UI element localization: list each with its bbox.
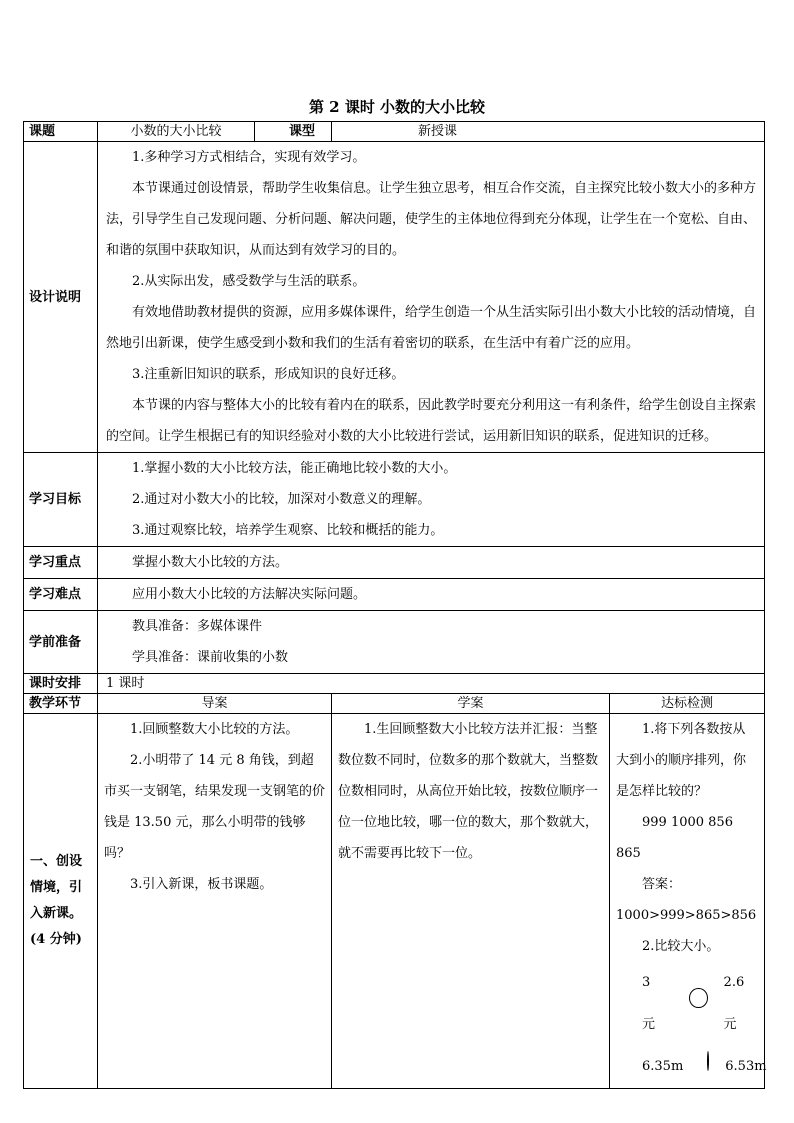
schedule-value: 1 课时 [98, 674, 765, 694]
guide-item: 2.小明带了 14 元 8 角钱，到超市买一支钢笔，结果发现一支钢笔的价钱是 13.50 元，那么小明带的钱够吗？ [104, 753, 326, 861]
schedule-label: 课时安排 [24, 674, 98, 694]
study-text: 1.生回顾整数大小比较方法并汇报：当整数位数不同时，位数多的那个数就大，当整数位数相同时，从高位开始比较，按数位顺序一位一位地比较，哪一位的数大，那个数就大，就不需要再比较下一位。 [338, 722, 599, 861]
guide-item: 3.引入新课，板书课题。 [130, 877, 273, 892]
row-process-header [24, 694, 765, 714]
preparation-item: 教具准备：多媒体课件 [132, 619, 263, 634]
compare-1-right: 2.6 元 [723, 975, 745, 1032]
compare-circle-2[interactable] [707, 1051, 709, 1071]
col-check-header: 达标检测 [610, 694, 765, 714]
guide-item: 1.回顾整数大小比较的方法。 [130, 722, 299, 737]
difficulty-label: 学习难点 [24, 579, 98, 611]
row-preparation [24, 611, 765, 674]
key-point-value: 掌握小数大小比较的方法。 [132, 555, 289, 570]
design-para: 2.从实际出发，感受数学与生活的联系。 [132, 274, 366, 289]
check-numbers: 999 1000 856 865 [616, 815, 733, 861]
type-value: 新授课 [332, 122, 765, 142]
process-label: 教学环节 [24, 694, 98, 714]
compare-row-1 [616, 962, 758, 1046]
col-guide-header: 导案 [98, 694, 332, 714]
row-design [24, 142, 765, 453]
difficulty-value: 应用小数大小比较的方法解决实际问题。 [132, 587, 367, 602]
compare-circle-1[interactable] [689, 988, 707, 1008]
key-point-label: 学习重点 [24, 547, 98, 579]
doc-title: 第 2 课时 小数的大小比较 [308, 98, 486, 116]
row-objectives [24, 453, 765, 547]
design-para: 本节课的内容与整体大小的比较有着内在的联系，因此教学时要充分利用这一有利条件，给学生创设自主探索的空间。让学生根据已有的知识经验对小数的大小比较进行尝试，运用新旧知识的联系，促进知识的迁移。 [106, 398, 757, 444]
row-topic [24, 122, 765, 142]
preparation-label: 学前准备 [24, 611, 98, 674]
compare-1-left: 3 元 [642, 975, 656, 1032]
row-key-point [24, 547, 765, 579]
compare-row-2 [616, 1046, 767, 1088]
objective-item: 1.掌握小数的大小比较方法，能正确地比较小数的大小。 [132, 461, 457, 476]
objectives-label: 学习目标 [24, 453, 98, 547]
col-study-header: 学案 [332, 694, 610, 714]
section-label: 一、创设情境，引入新课。(4 分钟) [24, 714, 98, 1089]
compare-2-right: 6.53m [725, 1059, 767, 1074]
design-para: 3.注重新旧知识的联系，形成知识的良好迁移。 [132, 367, 405, 382]
row-section-1 [24, 714, 765, 1089]
lesson-plan-table [23, 121, 765, 1089]
check-question-2: 2.比较大小。 [642, 939, 720, 954]
compare-2-left: 6.35m [642, 1059, 684, 1074]
preparation-item: 学具准备：课前收集的小数 [132, 650, 289, 665]
topic-value: 小数的大小比较 [98, 122, 255, 142]
objective-item: 2.通过对小数大小的比较，加深对小数意义的理解。 [132, 492, 431, 507]
design-label: 设计说明 [24, 142, 98, 453]
design-para: 本节课通过创设情景，帮助学生收集信息。让学生独立思考，相互合作交流，自主探究比较小数大小的多种方法，引导学生自己发现问题、分析问题、解决问题，使学生的主体地位得到充分体现，让学生在一个宽松、自由、和谐的氛围中获取知识，从而达到有效学习的目的。 [106, 181, 757, 258]
row-schedule [24, 674, 765, 694]
objective-item: 3.通过观察比较，培养学生观察、比较和概括的能力。 [132, 523, 444, 538]
design-para: 有效地借助教材提供的资源，应用多媒体课件，给学生创造一个从生活实际引出小数大小比较的活动情境，自然地引出新课，使学生感受到小数和我们的生活有着密切的联系，在生活中有着广泛的应用。 [106, 305, 757, 351]
row-difficulty [24, 579, 765, 611]
topic-label: 课题 [24, 122, 98, 142]
check-answer: 答案：1000>999>865>856 [616, 877, 757, 923]
type-label: 课型 [255, 122, 332, 142]
design-para: 1.多种学习方式相结合，实现有效学习。 [132, 150, 366, 165]
check-question-1: 1.将下列各数按从大到小的顺序排列，你是怎样比较的？ [616, 722, 747, 799]
